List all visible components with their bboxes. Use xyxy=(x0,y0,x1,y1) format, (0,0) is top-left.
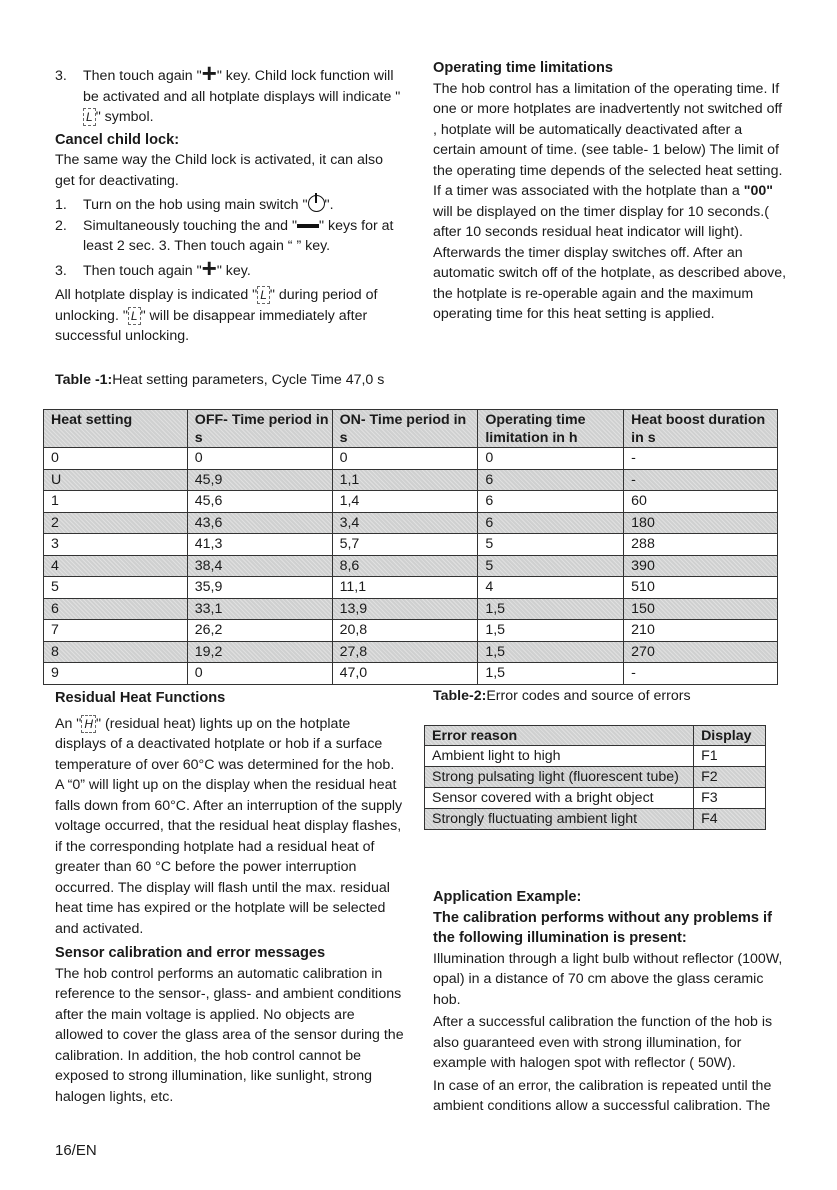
table-cell: 38,4 xyxy=(187,555,332,577)
right-top-column xyxy=(433,58,788,325)
table-cell: 9 xyxy=(44,663,188,685)
table-cell: 288 xyxy=(624,534,778,556)
table-cell: 45,6 xyxy=(187,491,332,513)
power-icon xyxy=(308,195,325,212)
table-cell: 1,5 xyxy=(478,663,624,685)
table-cell: 3 xyxy=(44,534,188,556)
table-cell: 1 xyxy=(44,491,188,513)
table-cell: 0 xyxy=(478,448,624,470)
table-header: OFF- Time period in s xyxy=(187,410,332,448)
lock-symbol-icon: L xyxy=(128,307,141,325)
operating-time-heading: Operating time limitations xyxy=(433,60,614,76)
heat-symbol-icon: H xyxy=(81,715,96,733)
table-row xyxy=(425,767,766,788)
table-cell: 1,5 xyxy=(478,641,624,663)
cancel-step-2: 2. Simultaneously touching the and " " keys for at least 2 sec. 3. Then touch again “ ” key. xyxy=(55,217,394,254)
residual-heat-body: An " H " (residual heat) lights up on the hotplate displays of a deactivated hotplate or hob if a surface temperature of over 60°C was determined for the hob. A “0” will light up on the display when the residual heat falls down from 60°C. After an interruption of the supply voltage occurred, that the residual heat display flashes, if the corresponding hotplate had a residual heat of greater than 60 °C before the power interruption occurred. The display will flash until the max. residual heat time has expired or the hotplate will be selected and activated. xyxy=(55,715,403,937)
application-subheading: The calibration performs without any problems if the following illumination is present: xyxy=(433,909,772,946)
table-cell: 60 xyxy=(624,491,778,513)
table-cell: Strong pulsating light (fluorescent tube) xyxy=(425,767,694,788)
table-cell: 5 xyxy=(478,534,624,556)
plus-icon: + xyxy=(201,252,217,283)
minus-icon xyxy=(297,224,319,228)
table-cell: 3,4 xyxy=(332,512,478,534)
table-cell: 35,9 xyxy=(187,577,332,599)
table-cell: 1,5 xyxy=(478,620,624,642)
table-row xyxy=(44,555,778,577)
application-heading: Application Example: xyxy=(433,889,582,905)
cancel-step-3: 3. Then touch again "+" key. xyxy=(55,252,251,283)
table-cell: 2 xyxy=(44,512,188,534)
table-row xyxy=(44,620,778,642)
table-header-row xyxy=(44,410,778,448)
error-code-table xyxy=(424,725,766,830)
table-cell: F2 xyxy=(694,767,766,788)
table-cell: U xyxy=(44,469,188,491)
heat-setting-table xyxy=(43,409,778,685)
table-row xyxy=(44,448,778,470)
sensor-calibration-body: The hob control performs an automatic calibration in reference to the sensor-, glass- and ambient conditions after the main voltage is applied. No objects are allowed to cover the glass area of the sensor during the calibration. In addition, the hob control cannot be exposed to strong illumination, like sunlight, strong halogen lights, etc. xyxy=(55,965,404,1105)
table-cell: - xyxy=(624,448,778,470)
residual-heat-heading: Residual Heat Functions xyxy=(55,690,226,706)
page-number: 16/EN xyxy=(55,1142,97,1159)
table-cell: 210 xyxy=(624,620,778,642)
cancel-step-1: 1. Turn on the hob using main switch " ". xyxy=(55,197,334,213)
table-cell: 4 xyxy=(478,577,624,599)
table-cell: 47,0 xyxy=(332,663,478,685)
table-cell: 43,6 xyxy=(187,512,332,534)
table-cell: 6 xyxy=(478,469,624,491)
table-cell: 13,9 xyxy=(332,598,478,620)
table-cell: 11,1 xyxy=(332,577,478,599)
left-top-column xyxy=(55,58,405,347)
table-cell: 5 xyxy=(44,577,188,599)
table-cell: Strongly fluctuating ambient light xyxy=(425,809,694,830)
table-cell: 1,4 xyxy=(332,491,478,513)
operating-time-body: The hob control has a limitation of the operating time. If one or more hotplates are inadvertently not switched off , hotplate will be automatically deactivated after a certain amount of time. (see table- 1 below) The limit of the operating time depends of the selected heat setting. If a timer was associated with the hotplate than a "00" will be displayed on the timer display for 10 seconds.( after 10 seconds residual heat indicator will light). Afterwards the timer display switches off. After an automatic switch off of the hotplate, as described above, the hotplate is re-operable again and the maximum operating time for this heat setting is applied. xyxy=(433,80,787,322)
table-cell: 0 xyxy=(332,448,478,470)
application-example-section xyxy=(433,887,788,1117)
table-cell: 0 xyxy=(187,663,332,685)
table-header: Error reason xyxy=(425,726,694,746)
table-cell: 510 xyxy=(624,577,778,599)
table-row xyxy=(44,663,778,685)
table-cell: 1,5 xyxy=(478,598,624,620)
table-cell: 390 xyxy=(624,555,778,577)
table-cell: 27,8 xyxy=(332,641,478,663)
table-header-row xyxy=(425,726,766,746)
table-cell: 20,8 xyxy=(332,620,478,642)
table-header: Heat boost duration in s xyxy=(624,410,778,448)
table2-caption: Table-2:Error codes and source of errors xyxy=(433,688,691,704)
table-row xyxy=(44,577,778,599)
unlock-paragraph: All hotplate display is indicated " L " during period of unlocking. " L " will be disappear immediately after successful unlocking. xyxy=(55,287,378,344)
application-paragraph: After a successful calibration the function of the hob is also guaranteed even with strong illumination, for example with halogen spot with reflector ( 50W). xyxy=(433,1014,773,1071)
table-cell: 5,7 xyxy=(332,534,478,556)
table-cell: 19,2 xyxy=(187,641,332,663)
table-header: Heat setting xyxy=(44,410,188,448)
lock-symbol-icon: L xyxy=(83,108,96,126)
application-paragraph: Illumination through a light bulb without reflector (100W, opal) in a distance of 70 cm above the glass ceramic hob. xyxy=(433,950,783,1008)
table-cell: 8,6 xyxy=(332,555,478,577)
table-cell: 33,1 xyxy=(187,598,332,620)
cancel-intro: The same way the Child lock is activated, it can also get for deactivating. xyxy=(55,152,384,189)
table-row xyxy=(44,491,778,513)
table-cell: 150 xyxy=(624,598,778,620)
table-cell: 5 xyxy=(478,555,624,577)
table-cell: 6 xyxy=(44,598,188,620)
table1-caption: Table -1:Heat setting parameters, Cycle Time 47,0 s xyxy=(55,372,385,388)
table-header: Operating time limitation in h xyxy=(478,410,624,448)
step-3-activate: 3. Then touch again "+" key. Child lock function will be activated and all hotplate displays will indicate "L " symbol. xyxy=(55,66,405,128)
table-cell: 41,3 xyxy=(187,534,332,556)
table-cell: 0 xyxy=(187,448,332,470)
table-row xyxy=(425,746,766,767)
table-cell: 8 xyxy=(44,641,188,663)
table-header: ON- Time period in s xyxy=(332,410,478,448)
table-cell: 6 xyxy=(478,491,624,513)
table-cell: 6 xyxy=(478,512,624,534)
plus-icon: + xyxy=(201,58,217,88)
residual-heat-section xyxy=(55,688,405,1107)
table-cell: - xyxy=(624,663,778,685)
table-row xyxy=(44,641,778,663)
table-cell: Ambient light to high xyxy=(425,746,694,767)
application-paragraph: In case of an error, the calibration is repeated until the ambient conditions allow a successful calibration. The xyxy=(433,1077,772,1114)
step-number: 3. xyxy=(55,68,67,84)
table-row xyxy=(425,809,766,830)
table-header: Display xyxy=(694,726,766,746)
table-row xyxy=(425,788,766,809)
table-row xyxy=(44,534,778,556)
table-cell: F4 xyxy=(694,809,766,830)
lock-symbol-icon: L xyxy=(257,286,270,304)
table-cell: 180 xyxy=(624,512,778,534)
table-row xyxy=(44,598,778,620)
table-cell: 1,1 xyxy=(332,469,478,491)
table-cell: 45,9 xyxy=(187,469,332,491)
table-cell: 270 xyxy=(624,641,778,663)
table-row xyxy=(44,469,778,491)
table-cell: - xyxy=(624,469,778,491)
sensor-calibration-heading: Sensor calibration and error messages xyxy=(55,945,326,961)
table-cell: 4 xyxy=(44,555,188,577)
table-cell: F1 xyxy=(694,746,766,767)
table-cell: 0 xyxy=(44,448,188,470)
table-cell: Sensor covered with a bright object xyxy=(425,788,694,809)
table-row xyxy=(44,512,778,534)
cancel-child-lock-heading: Cancel child lock: xyxy=(55,131,180,148)
table-cell: 7 xyxy=(44,620,188,642)
table-cell: F3 xyxy=(694,788,766,809)
table-cell: 26,2 xyxy=(187,620,332,642)
